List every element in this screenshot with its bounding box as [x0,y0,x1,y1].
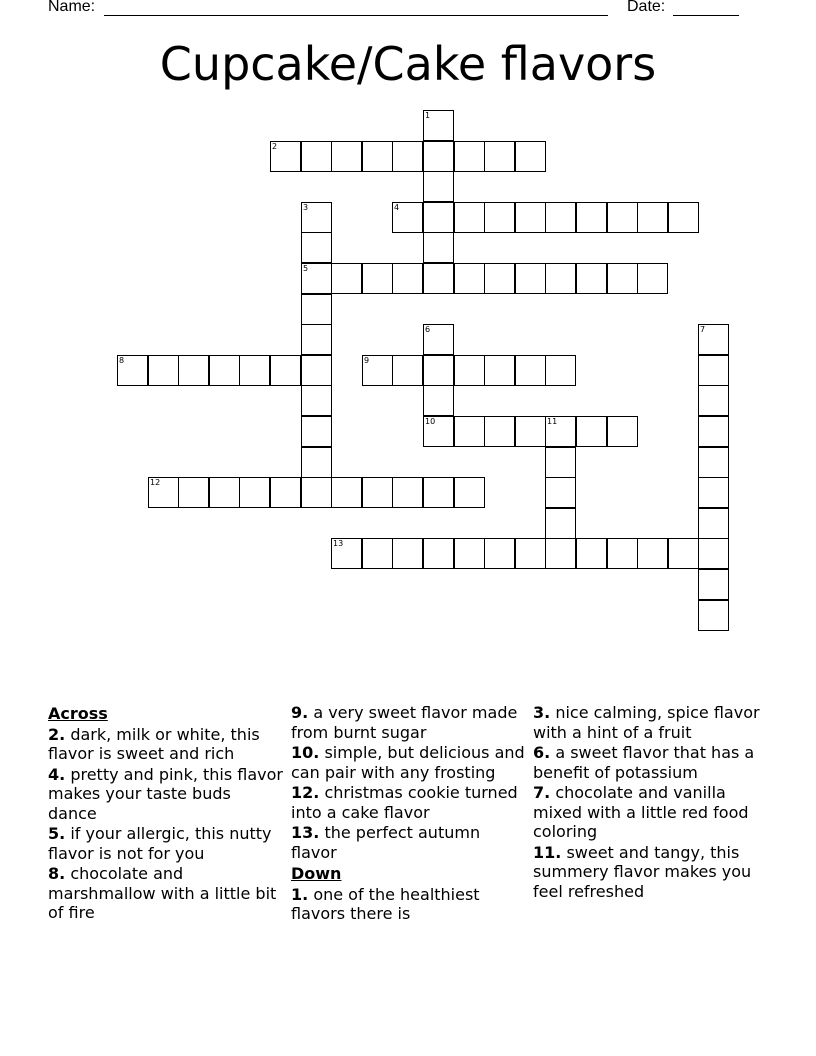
grid-cell[interactable] [423,202,454,233]
clue-down-6: 6. a sweet flavor that has a benefit of potassium [533,743,755,782]
grid-cell[interactable] [545,477,576,508]
clue-across-8: 8. chocolate and marshmallow with a little bit of fire [48,864,277,922]
grid-cell[interactable] [454,202,485,233]
grid-cell[interactable] [454,355,485,386]
grid-cell[interactable] [423,263,454,294]
down-heading: Down [291,864,342,883]
clue-down-11: 11. sweet and tangy, this summery flavor makes you feel refreshed [533,842,752,901]
grid-cell[interactable] [668,202,699,233]
clue-across-10: 10. simple, but delicious and can pair with any frosting [291,743,525,782]
grid-cell[interactable] [607,538,638,569]
grid-clue-number: 3 [303,203,309,212]
clue-across-9: 9. a very sweet flavor made from burnt sugar [291,703,518,742]
grid-cell[interactable] [239,477,270,508]
grid-cell[interactable] [698,447,729,478]
grid-cell[interactable] [545,538,576,569]
grid-cell[interactable] [698,416,729,447]
grid-cell[interactable] [362,477,393,508]
grid-cell[interactable] [209,355,240,386]
grid-cell[interactable] [423,538,454,569]
grid-cell[interactable] [392,538,423,569]
grid-cell[interactable] [698,538,729,569]
name-label: Name: [48,0,96,15]
grid-cell[interactable] [423,232,454,263]
grid-clue-number: 10 [425,417,436,426]
grid-clue-number: 2 [272,142,278,151]
grid-cell[interactable] [301,447,332,478]
grid-cell[interactable] [484,202,515,233]
grid-cell[interactable] [576,202,607,233]
grid-clue-number: 7 [700,325,706,334]
grid-clue-number: 5 [303,264,309,273]
grid-cell[interactable] [270,355,301,386]
grid-cell[interactable] [454,263,485,294]
grid-clue-number: 8 [119,356,125,365]
grid-cell[interactable] [331,263,362,294]
clue-across-12: 12. christmas cookie turned into a cake flavor [291,783,518,822]
grid-clue-number: 13 [333,539,344,548]
grid-cell[interactable] [637,202,668,233]
grid-cell[interactable] [178,355,209,386]
grid-cell[interactable] [331,141,362,172]
grid-cell[interactable] [576,416,607,447]
grid-cell[interactable] [392,355,423,386]
grid-cell[interactable] [423,385,454,416]
grid-cell[interactable] [301,141,332,172]
grid-cell[interactable] [484,141,515,172]
grid-clue-number: 6 [425,325,431,334]
grid-cell[interactable] [545,508,576,539]
grid-cell[interactable] [637,263,668,294]
grid-cell[interactable] [301,477,332,508]
grid-cell[interactable] [607,263,638,294]
grid-cell[interactable] [301,324,332,355]
grid-cell[interactable] [698,569,729,600]
grid-cell[interactable] [607,416,638,447]
grid-cell[interactable] [392,141,423,172]
grid-cell[interactable] [148,355,179,386]
grid-cell[interactable] [454,141,485,172]
grid-cell[interactable] [698,355,729,386]
grid-cell[interactable] [454,477,485,508]
grid-cell[interactable] [515,263,546,294]
grid-cell[interactable] [576,263,607,294]
grid-cell[interactable] [637,538,668,569]
grid-cell[interactable] [423,171,454,202]
page-title: Cupcake/Cake flavors [159,37,657,91]
grid-cell[interactable] [698,477,729,508]
clue-across-5: 5. if your allergic, this nutty flavor is not for you [48,824,272,863]
grid-cell[interactable] [698,508,729,539]
grid-cell[interactable] [362,263,393,294]
clue-across-2: 2. dark, milk or white, this flavor is sweet and rich [48,724,260,763]
grid-cell[interactable] [454,416,485,447]
grid-cell[interactable] [484,263,515,294]
grid-cell[interactable] [484,538,515,569]
grid-cell[interactable] [301,416,332,447]
grid-cell[interactable] [545,355,576,386]
across-heading: Across [48,704,108,723]
grid-cell[interactable] [239,355,270,386]
grid-cell[interactable] [484,355,515,386]
grid-cell[interactable] [515,202,546,233]
grid-cell[interactable] [515,141,546,172]
grid-cell[interactable] [484,416,515,447]
clue-across-4: 4. pretty and pink, this flavor makes your taste buds dance [48,764,284,823]
clue-across-13: 13. the perfect autumn flavor [291,823,481,862]
grid-clue-number: 4 [394,203,400,212]
grid-clue-number: 9 [364,356,370,365]
grid-cell[interactable] [423,477,454,508]
grid-cell[interactable] [515,355,546,386]
clue-down-7: 7. chocolate and vanilla mixed with a little red food coloring [533,783,749,841]
grid-cell[interactable] [301,355,332,386]
grid-cell[interactable] [668,538,699,569]
grid-cell[interactable] [515,538,546,569]
clue-down-3: 3. nice calming, spice flavor with a hint of a fruit [533,703,760,742]
grid-cell[interactable] [209,477,240,508]
grid-cell[interactable] [392,477,423,508]
grid-cell[interactable] [698,600,729,631]
grid-cell[interactable] [698,385,729,416]
grid-cell[interactable] [362,538,393,569]
date-label: Date: [627,0,666,15]
grid-cell[interactable] [423,355,454,386]
grid-cell[interactable] [392,263,423,294]
grid-cell[interactable] [515,416,546,447]
grid-cell[interactable] [270,477,301,508]
grid-cell[interactable] [545,263,576,294]
clue-column-2 [291,702,527,924]
grid-cell[interactable] [423,141,454,172]
grid-cell[interactable] [454,538,485,569]
grid-cell[interactable] [301,294,332,325]
grid-cell[interactable] [607,202,638,233]
grid-cell[interactable] [576,538,607,569]
grid-cell[interactable] [545,202,576,233]
grid-clue-number: 11 [547,417,558,426]
grid-cell[interactable] [301,232,332,263]
grid-clue-number: 12 [150,478,161,487]
grid-cell[interactable] [331,477,362,508]
clue-down-1: 1. one of the healthiest flavors there is [291,884,480,923]
clue-column-3 [533,702,769,901]
grid-clue-number: 1 [425,111,431,120]
grid-cell[interactable] [301,385,332,416]
grid-cell[interactable] [178,477,209,508]
clue-column-1 [48,702,284,923]
grid-cell[interactable] [545,447,576,478]
grid-cell[interactable] [362,141,393,172]
